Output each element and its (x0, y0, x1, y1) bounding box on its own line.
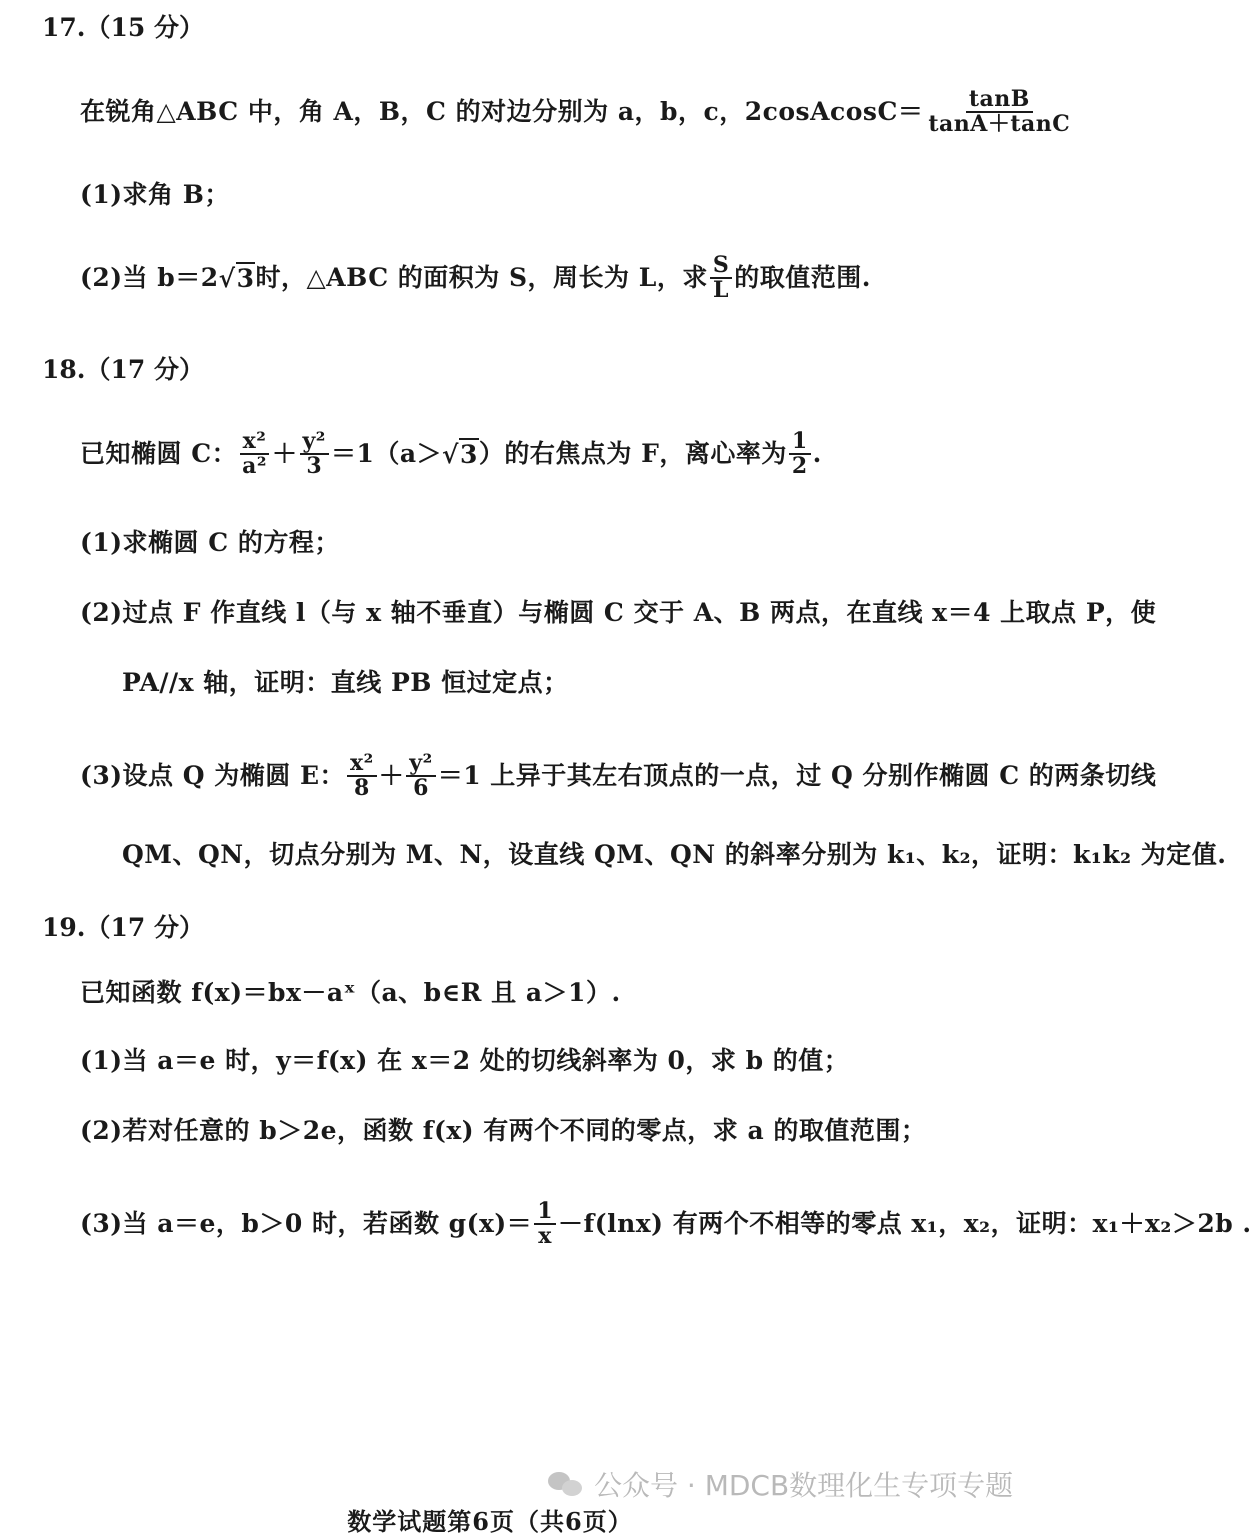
q18-heading: 18.（17 分） (42, 355, 204, 384)
q19-part3-text-b: －f(lnx) 有两个不相等的零点 x₁，x₂，证明：x₁＋x₂＞2b . (558, 1209, 1252, 1239)
page-footer (0, 1498, 1080, 1536)
q17-stem-num: tanB (966, 88, 1033, 113)
q18-part1: (1)求椭圆 C 的方程； (80, 528, 340, 557)
q18-stem-f2-num: y² (300, 430, 329, 455)
q19-part3-fraction (534, 1200, 556, 1248)
q17-part2-text-b: 时，△ABC 的面积为 S，周长为 L，求 (255, 263, 708, 293)
q18-part3-fraction-y (406, 752, 435, 800)
q18-stem-f1-den: a² (242, 453, 267, 480)
q18-stem-fraction-x (239, 430, 270, 478)
q18-part3-line2: QM、QN，切点分别为 M、N，设直线 QM、QN 的斜率分别为 k₁、k₂，证明：k₁k₂ 为定值. (122, 840, 1227, 869)
q18-stem-text-a: 已知椭圆 C： (80, 439, 238, 469)
wechat-icon (548, 1470, 584, 1498)
q17-stem (80, 88, 1075, 136)
q18-part3-text-b: ＝1 上异于其左右顶点的一点，过 Q 分别作椭圆 C 的两条切线 (437, 761, 1157, 791)
q19-part2: (2)若对任意的 b＞2e，函数 f(x) 有两个不同的零点，求 a 的取值范围； (80, 1116, 927, 1145)
q17-part2 (80, 254, 871, 302)
q19-part3-text-a: (3)当 a＝e，b＞0 时，若函数 g(x)＝ (80, 1209, 533, 1239)
q18-stem-end: . (812, 439, 822, 469)
q18-part3-f1-den: 8 (353, 775, 370, 802)
q19-part3-den: x (538, 1223, 552, 1250)
q18-part2-line1: (2)过点 F 作直线 l（与 x 轴不垂直）与椭圆 C 交于 A、B 两点，在直线 x＝4 上取点 P，使 (80, 598, 1157, 627)
q19-part3 (80, 1200, 1252, 1248)
q18-stem-sqrt: 3 (459, 440, 478, 470)
q17-part2-text-a: (2)当 b＝2 (80, 263, 219, 293)
q17-part2-den: L (713, 277, 730, 304)
q18-part2-line2: PA//x 轴，证明：直线 PB 恒过定点； (122, 668, 569, 697)
sqrt-symbol: √ 3 (442, 440, 478, 470)
q18-part3-f1-num: x² (347, 752, 377, 777)
q17-stem-fraction (925, 88, 1073, 136)
q17-stem-den: tanA＋tanC (928, 111, 1071, 138)
q18-stem-fraction-y (300, 430, 329, 478)
q17-part2-num: S (710, 254, 732, 279)
q18-part3-f2-den: 6 (413, 775, 429, 802)
q19-stem: 已知函数 f(x)＝bx－aˣ（a、b∈R 且 a＞1）. (80, 978, 621, 1007)
q18-stem-f2-den: 3 (306, 453, 323, 480)
q18-part3-fraction-x (347, 752, 377, 800)
q18-part3-line1 (80, 752, 1156, 800)
page-footer-text: 数学试题第6页（共6页） (347, 1507, 633, 1536)
q18-part3-text-a: (3)设点 Q 为椭圆 E： (80, 761, 345, 791)
q18-stem (80, 430, 822, 478)
q17-part2-fraction (710, 254, 732, 302)
q18-part3-f2-num: y² (406, 752, 435, 777)
q19-part3-num: 1 (534, 1200, 556, 1225)
q19-heading: 19.（17 分） (42, 913, 204, 942)
q17-heading: 17.（15 分） (42, 13, 204, 42)
q18-stem-e-num: 1 (789, 430, 811, 455)
q18-stem-f1-num: x² (240, 430, 270, 455)
q18-stem-plus: ＋ (272, 439, 298, 469)
q18-stem-text-c: ）的右焦点为 F，离心率为 (478, 439, 787, 469)
q18-part3-plus: ＋ (378, 761, 405, 791)
q17-stem-text: 在锐角△ABC 中，角 A，B，C 的对边分别为 a，b，c，2cosAcosC＝ (80, 97, 924, 127)
watermark-text: 公众号 · MDCB数理化生专项专题 (594, 1469, 1014, 1502)
q19-part1: (1)当 a＝e 时，y＝f(x) 在 x＝2 处的切线斜率为 0，求 b 的值； (80, 1046, 850, 1075)
sqrt-symbol: √ 3 (218, 264, 255, 294)
q18-stem-e-den: 2 (791, 453, 808, 480)
q17-part2-text-c: 的取值范围. (734, 263, 871, 293)
q18-stem-text-b: ＝1（a＞ (330, 439, 443, 469)
q18-stem-fraction-e (789, 430, 811, 478)
q17-part1: (1)求角 B； (80, 180, 230, 209)
q17-part2-sqrt: 3 (236, 264, 255, 294)
